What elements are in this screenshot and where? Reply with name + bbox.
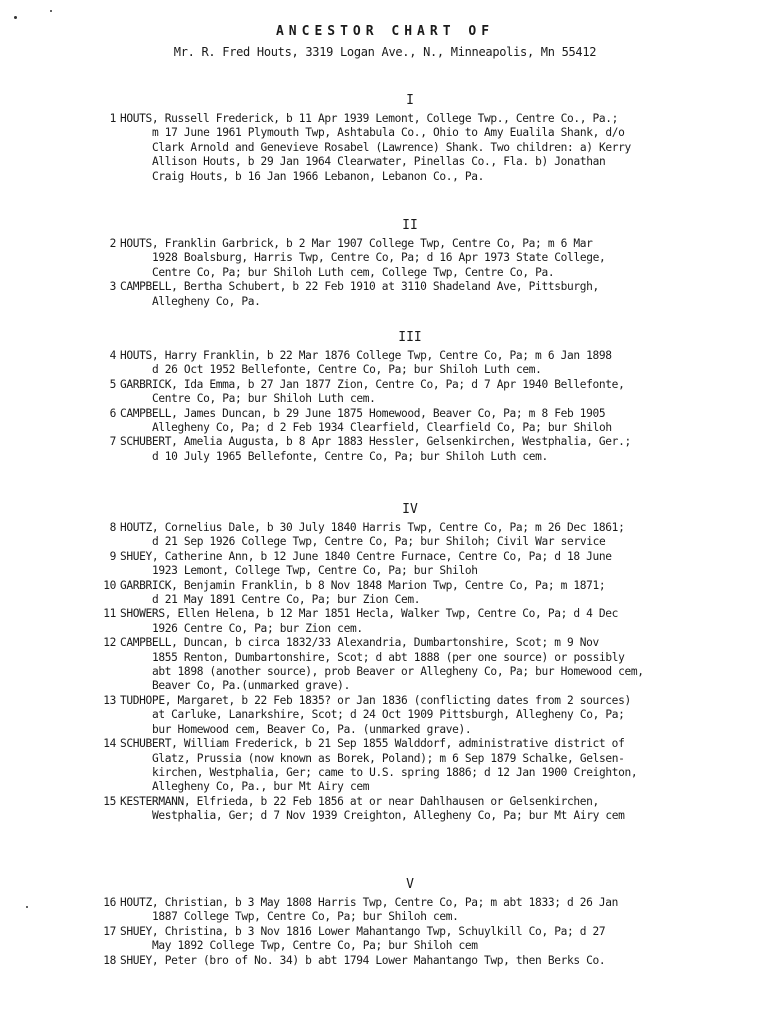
ancestor-text-line: m 17 June 1961 Plymouth Twp, Ashtabula Co., Ohio to Amy Eualila Shank, d/o bbox=[152, 126, 625, 140]
ancestor-number: 4 bbox=[109, 349, 116, 362]
ancestor-text-line: KESTERMANN, Elfrieda, b 22 Feb 1856 at or near Dahlhausen or Gelsenkirchen, bbox=[120, 794, 599, 808]
ancestor-entry bbox=[90, 795, 730, 824]
ancestor-text-line: SHUEY, Christina, b 3 Nov 1816 Lower Mahantango Twp, Schuylkill Co, Pa; d 27 bbox=[120, 924, 606, 938]
ancestor-number: 18 bbox=[103, 953, 116, 967]
ancestor-entry bbox=[90, 925, 730, 954]
ancestor-text-line: Craig Houts, b 16 Jan 1966 Lebanon, Lebanon Co., Pa. bbox=[152, 169, 485, 183]
ancestor-text-line: kirchen, Westphalia, Ger; came to U.S. spring 1886; d 12 Jan 1900 Creighton, bbox=[152, 765, 638, 779]
scan-speck bbox=[50, 10, 52, 12]
ancestor-number: 1 bbox=[109, 112, 116, 125]
ancestor-text-line: at Carluke, Lanarkshire, Scot; d 24 Oct 1909 Pittsburgh, Allegheny Co, Pa; bbox=[152, 708, 625, 722]
ancestor-details bbox=[120, 925, 730, 954]
ancestor-text-line: bur Homewood cem, Beaver Co, Pa. (unmarked grave). bbox=[152, 722, 472, 736]
ancestor-text-line: Westphalia, Ger; d 7 Nov 1939 Creighton, Allegheny Co, Pa; bur Mt Airy cem bbox=[152, 809, 625, 823]
generation-section bbox=[90, 330, 730, 464]
ancestor-text-line: Allegheny Co, Pa; d 2 Feb 1934 Clearfield, Clearfield Co, Pa; bur Shiloh bbox=[152, 421, 612, 435]
ancestor-text-line: HOUTS, Franklin Garbrick, b 2 Mar 1907 College Twp, Centre Co, Pa; m 6 Mar bbox=[120, 237, 593, 250]
ancestor-number: 6 bbox=[109, 406, 116, 420]
ancestor-entry bbox=[90, 550, 730, 579]
ancestor-text-line: d 10 July 1965 Bellefonte, Centre Co, Pa; bur Shiloh Luth cem. bbox=[152, 449, 548, 463]
ancestor-number: 8 bbox=[109, 521, 116, 534]
scan-speck bbox=[14, 16, 17, 19]
ancestor-entry bbox=[90, 378, 730, 407]
ancestor-text-line: SHOWERS, Ellen Helena, b 12 Mar 1851 Hecla, Walker Twp, Centre Co, Pa; d 4 Dec bbox=[120, 607, 619, 621]
ancestor-text-line: HOUTZ, Cornelius Dale, b 30 July 1840 Harris Twp, Centre Co, Pa; m 26 Dec 1861; bbox=[120, 521, 625, 534]
ancestor-number: 3 bbox=[109, 280, 116, 294]
ancestor-details bbox=[120, 435, 730, 464]
ancestor-number: 16 bbox=[103, 896, 116, 909]
generation-numeral: III bbox=[398, 330, 422, 345]
ancestor-text-line: CAMPBELL, Bertha Schubert, b 22 Feb 1910 at 3110 Shadeland Ave, Pittsburgh, bbox=[120, 280, 599, 294]
ancestor-entry bbox=[90, 435, 730, 464]
ancestor-text-line: Beaver Co, Pa.(unmarked grave). bbox=[152, 679, 350, 693]
generation-section bbox=[90, 218, 730, 309]
ancestor-entry bbox=[90, 349, 730, 378]
generation-numeral: IV bbox=[402, 502, 418, 517]
ancestor-text-line: Clark Arnold and Genevieve Rosabel (Lawrence) Shank. Two children: a) Kerry bbox=[152, 140, 631, 154]
ancestor-details bbox=[120, 550, 730, 579]
ancestor-text-line: 1923 Lemont, College Twp, Centre Co, Pa; bur Shiloh bbox=[152, 564, 478, 578]
page-subtitle: Mr. R. Fred Houts, 3319 Logan Ave., N., Minneapolis, Mn 55412 bbox=[173, 45, 597, 59]
ancestor-entry bbox=[90, 521, 730, 550]
ancestor-number: 9 bbox=[109, 549, 116, 563]
ancestor-text-line: Centre Co, Pa; bur Shiloh Luth cem, College Twp, Centre Co, Pa. bbox=[152, 265, 555, 279]
ancestor-details bbox=[120, 349, 730, 378]
ancestor-text-line: 1928 Boalsburg, Harris Twp, Centre Co, Pa; d 16 Apr 1973 State College, bbox=[152, 251, 606, 265]
ancestor-entry bbox=[90, 112, 730, 184]
ancestor-number: 10 bbox=[103, 578, 116, 592]
ancestor-details bbox=[120, 694, 730, 737]
ancestor-text-line: Allegheny Co, Pa., bur Mt Airy cem bbox=[152, 780, 370, 794]
ancestor-text-line: d 26 Oct 1952 Bellefonte, Centre Co, Pa; bur Shiloh Luth cem. bbox=[152, 363, 542, 377]
ancestor-details bbox=[120, 112, 730, 184]
ancestor-entry bbox=[90, 407, 730, 436]
ancestor-number: 2 bbox=[109, 237, 116, 250]
ancestor-entry bbox=[90, 694, 730, 737]
ancestor-entry bbox=[90, 896, 730, 925]
page-title: ANCESTOR CHART OF bbox=[275, 24, 495, 39]
ancestor-details bbox=[120, 896, 730, 925]
generation-section bbox=[90, 502, 730, 824]
ancestor-text-line: HOUTZ, Christian, b 3 May 1808 Harris Twp, Centre Co, Pa; m abt 1833; d 26 Jan bbox=[120, 896, 619, 909]
ancestor-number: 5 bbox=[109, 377, 116, 391]
ancestor-text-line: May 1892 College Twp, Centre Co, Pa; bur Shiloh cem bbox=[152, 939, 478, 953]
ancestor-text-line: CAMPBELL, Duncan, b circa 1832/33 Alexandria, Dumbartonshire, Scot; m 9 Nov bbox=[120, 636, 599, 650]
generation-numeral: V bbox=[406, 877, 414, 892]
ancestor-number: 7 bbox=[109, 435, 116, 449]
ancestor-entry bbox=[90, 607, 730, 636]
ancestor-details bbox=[120, 737, 730, 795]
ancestor-number: 17 bbox=[103, 924, 116, 938]
ancestor-text-line: abt 1898 (another source), prob Beaver or Allegheny Co, Pa; bur Homewood cem, bbox=[152, 665, 644, 679]
ancestor-text-line: Allegheny Co, Pa. bbox=[152, 294, 261, 308]
ancestor-details bbox=[120, 378, 730, 407]
ancestor-text-line: Centre Co, Pa; bur Shiloh Luth cem. bbox=[152, 392, 376, 406]
ancestor-text-line: SHUEY, Peter (bro of No. 34) b abt 1794 Lower Mahantango Twp, then Berks Co. bbox=[120, 953, 606, 967]
ancestor-details bbox=[120, 237, 730, 280]
ancestor-text-line: Allison Houts, b 29 Jan 1964 Clearwater, Pinellas Co., Fla. b) Jonathan bbox=[152, 155, 606, 169]
ancestor-details bbox=[120, 579, 730, 608]
generation-section bbox=[90, 877, 730, 968]
ancestor-number: 12 bbox=[103, 636, 116, 650]
ancestor-text-line: SHUEY, Catherine Ann, b 12 June 1840 Centre Furnace, Centre Co, Pa; d 18 June bbox=[120, 549, 612, 563]
ancestor-details bbox=[120, 636, 730, 694]
ancestor-text-line: 1855 Renton, Dumbartonshire, Scot; d abt 1888 (per one source) or possibly bbox=[152, 650, 625, 664]
ancestor-details bbox=[120, 607, 730, 636]
ancestor-text-line: d 21 May 1891 Centre Co, Pa; bur Zion Cem. bbox=[152, 593, 421, 607]
ancestor-text-line: 1887 College Twp, Centre Co, Pa; bur Shiloh cem. bbox=[152, 910, 459, 924]
ancestor-text-line: HOUTS, Harry Franklin, b 22 Mar 1876 College Twp, Centre Co, Pa; m 6 Jan 1898 bbox=[120, 349, 612, 362]
ancestor-details bbox=[120, 954, 730, 968]
ancestor-text-line: GARBRICK, Benjamin Franklin, b 8 Nov 1848 Marion Twp, Centre Co, Pa; m 1871; bbox=[120, 578, 606, 592]
ancestor-details bbox=[120, 521, 730, 550]
generation-numeral: I bbox=[406, 93, 414, 108]
ancestor-details bbox=[120, 795, 730, 824]
ancestor-text-line: HOUTS, Russell Frederick, b 11 Apr 1939 Lemont, College Twp., Centre Co., Pa.; bbox=[120, 112, 619, 125]
generation-section bbox=[90, 93, 730, 184]
ancestor-entry bbox=[90, 954, 730, 968]
ancestor-entry bbox=[90, 280, 730, 309]
ancestor-entry bbox=[90, 237, 730, 280]
ancestor-entry bbox=[90, 579, 730, 608]
ancestor-entry bbox=[90, 737, 730, 795]
ancestor-details bbox=[120, 407, 730, 436]
ancestor-text-line: TUDHOPE, Margaret, b 22 Feb 1835? or Jan 1836 (conflicting dates from 2 sources) bbox=[120, 693, 631, 707]
ancestor-text-line: SCHUBERT, William Frederick, b 21 Sep 1855 Walddorf, administrative district of bbox=[120, 737, 625, 751]
ancestor-details bbox=[120, 280, 730, 309]
ancestor-text-line: SCHUBERT, Amelia Augusta, b 8 Apr 1883 Hessler, Gelsenkirchen, Westphalia, Ger.; bbox=[120, 435, 631, 449]
ancestor-text-line: d 21 Sep 1926 College Twp, Centre Co, Pa; bur Shiloh; Civil War service bbox=[152, 535, 606, 549]
ancestor-text-line: CAMPBELL, James Duncan, b 29 June 1875 Homewood, Beaver Co, Pa; m 8 Feb 1905 bbox=[120, 406, 606, 420]
ancestor-number: 11 bbox=[103, 607, 116, 621]
scan-speck bbox=[26, 906, 28, 908]
ancestor-number: 14 bbox=[103, 737, 116, 751]
generation-numeral: II bbox=[402, 218, 418, 233]
ancestor-text-line: 1926 Centre Co, Pa; bur Zion cem. bbox=[152, 621, 363, 635]
ancestor-text-line: GARBRICK, Ida Emma, b 27 Jan 1877 Zion, Centre Co, Pa; d 7 Apr 1940 Bellefonte, bbox=[120, 377, 625, 391]
ancestor-text-line: Glatz, Prussia (now known as Borek, Poland); m 6 Sep 1879 Schalke, Gelsen- bbox=[152, 751, 625, 765]
ancestor-number: 13 bbox=[103, 693, 116, 707]
ancestor-entry bbox=[90, 636, 730, 694]
ancestor-number: 15 bbox=[103, 794, 116, 808]
